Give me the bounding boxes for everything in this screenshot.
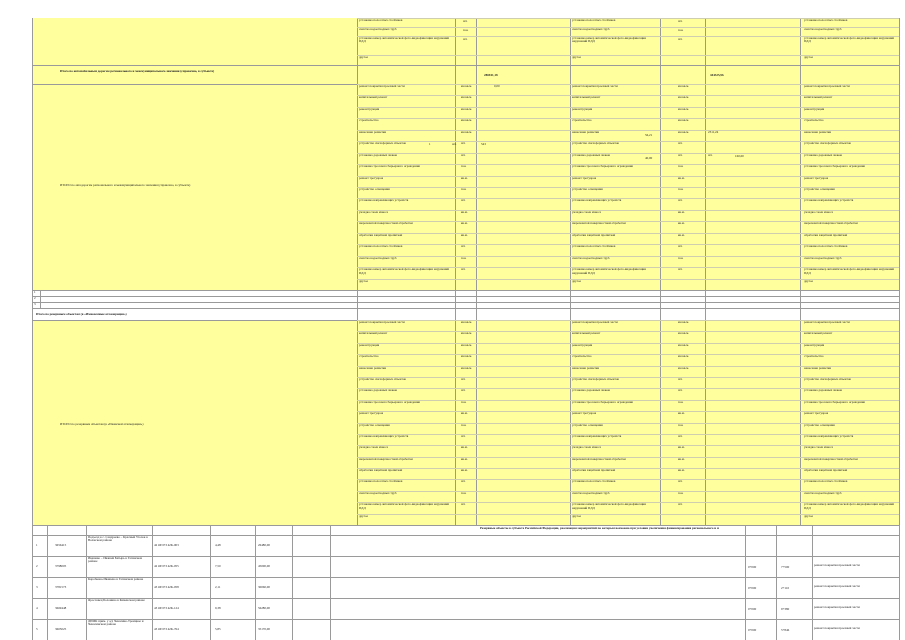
reserve-u2-unit: шт. [678, 434, 683, 438]
regional-u2-unit: кв.м. [678, 210, 685, 214]
object-km-end: 2+110 [781, 587, 790, 590]
regional-c3-label: устройство светофорных объектов [804, 142, 851, 146]
regional-c3-label: ремонт покрытия проезжей части [804, 85, 850, 88]
regional-u2-unit: шт. [678, 245, 683, 249]
regional-c1-label: установка камер автоматической фото-видеофиксации нарушений ПДД [359, 268, 449, 275]
reserve-u1-unit: п.м. [461, 400, 467, 404]
reserve-u2-unit: шт. [678, 480, 683, 484]
object-name: ДПМК прим. у а/д Чекалино-Троицкое и Чекалинском районе [88, 620, 144, 627]
object-km-end: 9+380 [781, 608, 790, 611]
reserve-c2-label: очистка водоотводных труб [572, 491, 610, 495]
reserve-u1-unit: км кв.м. [461, 366, 473, 370]
object-road-id: 42 ОП РЗ 42К-003 [154, 544, 179, 547]
top-c2-label: другое [572, 56, 582, 59]
object-area: 45000,00 [258, 565, 270, 568]
top-c3-label: очистка водоотводных труб [804, 28, 842, 31]
regional-c1-label: очистка водоотводных труб [359, 256, 397, 260]
object-km-start: 0+000 [748, 629, 757, 632]
blank-row-number: 2 [34, 297, 36, 300]
object-code: 3605025 [55, 628, 67, 631]
regional-u2-unit: кв.м. [678, 176, 685, 180]
regional-u1-unit: км кв.м. [461, 130, 473, 134]
regional-n2c-value: 160,00 [735, 154, 744, 158]
reserve-u1-unit: км кв.м. [461, 343, 473, 347]
regional-c2-label: другое [572, 279, 582, 283]
regional-c3-label: установка полосатых столбиков [804, 245, 848, 249]
object-number: 3 [36, 586, 38, 589]
object-col-divider [255, 525, 256, 640]
reserve-c2-label: другое [572, 514, 582, 518]
reserve-c1-label: шероховатой поверхностной обработки [359, 457, 413, 461]
blank-row-number: 1 [34, 291, 36, 294]
reserve-c2-label: строительство [572, 355, 592, 359]
reserve-u1-unit: км кв.м. [461, 355, 473, 359]
object-row-line [32, 535, 899, 536]
regional-c1-label: установка направляющих устройств [359, 199, 409, 203]
subtotal-reserve-label: Итого по резервным объектам (в «Имноземные агломерации») [36, 313, 127, 316]
reserve-u2-unit: кв.м. [678, 469, 685, 473]
reserve-c3-label: шероховатой поверхностной обработки [804, 457, 858, 461]
top-c3-label: установка полосатых столбиков [804, 19, 848, 22]
regional-u2-unit: п.м. [678, 256, 684, 260]
object-name: Ярославец Болонино в Каменском районе [88, 599, 145, 602]
regional-c2-label: реконструкция [572, 107, 593, 111]
reserve-c3-label: устройство светофорных объектов [804, 377, 851, 381]
reserve-c2-label: установка полосатых столбиков [572, 480, 616, 484]
reserve-u2-unit: кв.м. [678, 457, 685, 461]
reserve-c1-label: нанесение разметки [359, 366, 387, 370]
top-u2-unit: шт. [678, 38, 683, 41]
regional-u2-unit: шт. [678, 153, 683, 157]
regional-c3-label: нанесение разметки [804, 130, 832, 134]
object-row-line [32, 577, 899, 578]
regional-c3-label: капитальный ремонт [804, 96, 833, 100]
regional-c3-label: установка дорожных знаков [804, 153, 842, 157]
regional-u2-unit: кв.м. [678, 222, 685, 226]
highlight-subtotal-reg [32, 65, 899, 84]
regional-u1-unit: шт. [461, 153, 466, 157]
object-code: 3798005 [55, 565, 67, 568]
reserve-u1-unit: шт. [461, 434, 466, 438]
regional-c1-label: шероховатой поверхностной обработки [359, 222, 413, 226]
reserve-u1-unit: п.м. [461, 423, 467, 427]
regional-c2-label: устройство светофорных объектов [572, 142, 619, 146]
regional-c2-label: ремонт покрытия проезжей части [572, 85, 618, 88]
object-number: 5 [36, 628, 38, 631]
reserve-c2-label: ремонт тротуаров [572, 412, 597, 416]
object-col-divider [32, 525, 33, 640]
regional-c2-label: установка полосатых столбиков [572, 245, 616, 249]
object-col-divider [330, 525, 331, 640]
reserve-c1-label: установка полосатых столбиков [359, 480, 403, 484]
object-number: 2 [36, 565, 38, 568]
reserve-c3-label: ремонт покрытия проезжей части [804, 321, 850, 324]
reserve-u1-unit: шт. [461, 503, 466, 507]
top-c3-label: другое [804, 56, 814, 59]
regional-c1-label: устройство светофорных объектов [359, 142, 406, 146]
reserve-c3-label: капитальный ремонт [804, 332, 833, 336]
regional-c2-label: установка тросового/барьерного ограждения [572, 165, 633, 169]
object-row-line [32, 619, 899, 620]
blank-rows-bottom [32, 308, 899, 309]
highlight-top [32, 18, 899, 65]
object-col-divider [776, 525, 777, 640]
regional-n2b-value: 2311,24 [708, 130, 719, 134]
regional-c2-label: укладка слоев износа [572, 210, 602, 214]
regional-c2-label: шероховатой поверхностной обработки [572, 222, 626, 226]
reserve-c2-label: шероховатой поверхностной обработки [572, 457, 626, 461]
reserve-c3-label: установка тросового/барьерного ограждения [804, 400, 865, 404]
regional-u1-unit: км кв.м. [461, 85, 473, 88]
regional-u2-unit: п.м. [678, 188, 684, 191]
reserve-c1-label: устройство освещения [359, 423, 390, 427]
reserve-c1-label: очистка водоотводных труб [359, 491, 397, 495]
reserve-u2-unit: км кв.м. [678, 343, 690, 347]
regional-c2-label: установка камер автоматической фото-видеофиксации нарушений ПДД [572, 268, 646, 275]
reserve-bottom [32, 525, 899, 526]
blank-row-line [32, 302, 899, 303]
blank-row-number: 3 [34, 303, 36, 306]
regional-c3-label: обработки защитной пропиткой [804, 233, 848, 237]
regional-c1-label: установка дорожных знаков [359, 153, 397, 157]
reserve-u2-unit: п.м. [678, 491, 684, 495]
object-length: 5,85 [215, 628, 221, 631]
object-road-id: 43 ОП РЗ 42К-058 [154, 586, 179, 589]
top-u2-unit: п.м. [678, 29, 684, 32]
object-km-end: 7+500 [781, 566, 790, 569]
regional-u1-unit: шт. [461, 142, 466, 146]
object-road-id: 42 ОП РЗ 42К-055 [154, 565, 179, 568]
subtotal-reg-label: Итого по автомобильным дорогам регионального и межмуниципального значения (справочно, в субъекте) [60, 70, 215, 73]
reserve-c3-label: укладка слоев износа [804, 446, 834, 450]
regional-u1-unit: кв.м. [461, 176, 468, 180]
regional-c3-label: шероховатой поверхностной обработки [804, 222, 858, 226]
regional-c3-label: установка направляющих устройств [804, 199, 854, 203]
object-code: 3669448 [55, 607, 67, 610]
object-col-divider [812, 525, 813, 640]
reserve-u2-unit: п.м. [678, 400, 684, 404]
reserve-c1-label: ремонт покрытия проезжей части [359, 321, 405, 324]
reserve-c1-label: установка камер автоматической фото-видеофиксации нарушений ПДД [359, 503, 449, 510]
reserve-c2-label: установка тросового/барьерного ограждения [572, 400, 633, 404]
object-work-type: ремонт покрытия проезжей части [814, 606, 860, 609]
regional-u1-unit: кв.м. [461, 210, 468, 214]
regional-c2-label: капитальный ремонт [572, 96, 601, 100]
reserve-u1-unit: кв.м. [461, 446, 468, 450]
reserve-c2-label: укладка слоев износа [572, 446, 602, 450]
regional-c3-label: устройство освещения [804, 188, 835, 191]
object-road-id: 43 ОП РЗ 42К-764 [154, 628, 179, 631]
regional-u1-unit: шт. [461, 199, 466, 203]
reserve-c2-label: обработки защитной пропиткой [572, 469, 616, 473]
regional-c2-label: установка направляющих устройств [572, 199, 622, 203]
regional-u2-unit: км кв.м. [678, 96, 690, 100]
reserve-u1-unit: кв.м. [461, 412, 468, 416]
object-col-divider [899, 525, 900, 640]
regional-c1-label: обработки защитной пропиткой [359, 233, 403, 237]
reserve-u1-unit: км кв.м. [461, 332, 473, 336]
regional-c3-label: установка камер автоматической фото-видеофиксации нарушений ПДД [804, 268, 894, 275]
regional-c1-label: ремонт покрытия проезжей части [359, 85, 405, 88]
subtotal-reg-value-1: 286941,18 [484, 74, 498, 77]
reserve-c3-label: строительство [804, 355, 824, 359]
reserve-c1-label: реконструкция [359, 343, 380, 347]
reserve-c1-label: установка дорожных знаков [359, 389, 397, 393]
reserve-c2-label: установка камер автоматической фото-видеофиксации нарушений ПДД [572, 503, 646, 510]
reserve-u2-unit: шт. [678, 389, 683, 393]
object-code: 3781573 [55, 586, 67, 589]
reserve-c1-label: капитальный ремонт [359, 332, 388, 336]
regional-u1-unit: кв.м. [461, 233, 468, 237]
regional-u1-unit: п.м. [461, 188, 467, 191]
reserve-u1-unit: шт. [461, 480, 466, 484]
object-col-divider [86, 525, 87, 640]
reserve-u1-unit: шт. [461, 377, 466, 381]
regional-u2-unit: шт. [678, 199, 683, 203]
reserve-u2-unit: кв.м. [678, 446, 685, 450]
regional-label: ИТОГО по автодорогам регионального и межмуниципального значения (справочно, в субъекте) [60, 184, 191, 187]
reserve-c2-label: ремонт покрытия проезжей части [572, 321, 618, 324]
top-c1-label: очистка водоотводных труб [359, 28, 397, 31]
object-col-divider [47, 525, 48, 640]
object-km-start: 0+000 [748, 608, 757, 611]
regional-n1c-value: 543 [481, 143, 486, 147]
top-u2-unit: шт. [678, 20, 683, 23]
regional-c2-label: очистка водоотводных труб [572, 256, 610, 260]
regional-n1a-value: 1 [429, 143, 431, 147]
reserve-c1-label: устройство светофорных объектов [359, 377, 406, 381]
regional-u1-unit: кв.м. [461, 222, 468, 226]
top-u1-unit: шт. [463, 38, 468, 41]
reserve-c3-label: установка камер автоматической фото-видеофиксации нарушений ПДД [804, 503, 894, 510]
object-area: 30060,00 [258, 586, 270, 589]
regional-n2a-value: 40,00 [645, 156, 653, 160]
regional-c3-label: ремонт тротуаров [804, 176, 829, 180]
regional-c3-label: реконструкция [804, 107, 825, 111]
object-length: 4,48 [215, 544, 221, 547]
reserve-u1-unit: п.м. [461, 491, 467, 495]
regional-u1-unit: км кв.м. [461, 119, 473, 123]
reserve-c2-label: реконструкция [572, 343, 593, 347]
regional-c3-label: установка тросового/барьерного ограждения [804, 165, 865, 169]
object-name: Коробково-Ивашево в Гагинском районе [88, 578, 144, 581]
reserve-u2-unit: км кв.м. [678, 332, 690, 336]
reserve-u1-unit: км кв.м. [461, 321, 473, 324]
regional-n2b-value: шт. [708, 153, 713, 157]
reserve-c3-label: устройство освещения [804, 423, 835, 427]
subtotal-reg-top [32, 65, 899, 66]
object-work-type: ремонт покрытия проезжей части [814, 564, 860, 567]
reserve-u2-unit: км кв.м. [678, 321, 690, 324]
reserve-c2-label: установка дорожных знаков [572, 389, 610, 393]
reserve-u2-unit: км кв.м. [678, 366, 690, 370]
reserve-c1-label: укладка слоев износа [359, 446, 389, 450]
reserve-c3-label: ремонт тротуаров [804, 412, 829, 416]
regional-u1-unit: шт. [461, 245, 466, 249]
reserve-u2-unit: шт. [678, 503, 683, 507]
top-c2-label: очистка водоотводных труб [572, 28, 610, 31]
reserve-u1-unit: шт. [461, 389, 466, 393]
regional-c2-label: обработки защитной пропиткой [572, 233, 616, 237]
top-c1-label: другое [359, 56, 369, 59]
object-area: 56280,00 [258, 607, 270, 610]
regional-c1-label: укладка слоев износа [359, 210, 389, 214]
object-area: 26480,00 [258, 544, 270, 547]
object-length: 7,50 [215, 565, 221, 568]
reserve-c2-label: установка направляющих устройств [572, 434, 622, 438]
object-col-divider [292, 525, 293, 640]
reserve-c2-label: нанесение разметки [572, 366, 600, 370]
regional-c1-label: реконструкция [359, 107, 380, 111]
object-length: 9,38 [215, 607, 221, 610]
reserve-c3-label: установка полосатых столбиков [804, 480, 848, 484]
object-col-divider [152, 525, 153, 640]
object-area: 35170,00 [258, 628, 270, 631]
regional-c2-label: ремонт тротуаров [572, 176, 597, 180]
reserve-u2-unit: кв.м. [678, 412, 685, 416]
regional-c1-label: другое [359, 279, 369, 283]
regional-u1-unit: п.м. [461, 256, 467, 260]
reserve-c1-label: ремонт тротуаров [359, 412, 384, 416]
reserve-c3-label: другое [804, 514, 814, 518]
reserve-c1-label: обработки защитной пропиткой [359, 469, 403, 473]
reserve-u2-unit: км кв.м. [678, 355, 690, 359]
top-u1-unit: п.м. [463, 29, 469, 32]
reserve-c3-label: нанесение разметки [804, 366, 832, 370]
reserve-c1-label: установка тросового/барьерного ограждения [359, 400, 420, 404]
object-row-line [32, 556, 899, 557]
regional-c2-label: строительство [572, 119, 592, 123]
object-number: 1 [36, 544, 38, 547]
blank-row-line [32, 296, 899, 297]
regional-u1-unit: п.м. [461, 165, 467, 169]
object-km-start: 0+000 [748, 566, 757, 569]
regional-c3-label: другое [804, 279, 814, 283]
object-work-type: ремонт покрытия проезжей части [814, 585, 860, 588]
object-name: Ивашево – Ивашей Батырь в Гагинском районе [88, 557, 142, 564]
regional-c2-label: нанесение разметки [572, 130, 600, 134]
object-col-divider [745, 525, 746, 640]
regional-u2-unit: кв.м. [678, 233, 685, 237]
regional-c1-label: ремонт тротуаров [359, 176, 384, 180]
object-work-type: ремонт покрытия проезжей части [814, 627, 860, 630]
regional-c3-label: очистка водоотводных труб [804, 256, 842, 260]
reserve-u2-unit: шт. [678, 377, 683, 381]
regional-c1-label: нанесение разметки [359, 130, 387, 134]
blank-row-line [32, 290, 899, 291]
reserve-u1-unit: кв.м. [461, 469, 468, 473]
reserve-u2-unit: п.м. [678, 423, 684, 427]
object-code: 3656415 [55, 544, 67, 547]
regional-c1-label: капитальный ремонт [359, 96, 388, 100]
regional-c2-label: устройство освещения [572, 188, 603, 191]
subtotal-reg-value-2: 444325,96 [710, 74, 724, 77]
reserve-c3-label: обработки защитной пропиткой [804, 469, 848, 473]
object-km-end: 5+846 [781, 629, 790, 632]
regional-n1b-value: шт. [452, 143, 457, 147]
object-number: 4 [36, 607, 38, 610]
reserve-c3-label: реконструкция [804, 343, 825, 347]
reserve-c2-label: устройство освещения [572, 423, 603, 427]
regional-u1-unit: шт. [461, 268, 466, 272]
top-c1-label: установка камер автоматической фото-видеофиксации нарушений ПДД [359, 37, 449, 44]
reserve-label: ИТОГО по резервным объектам (в «Ижевской агломерации») [60, 423, 144, 426]
reserve-c1-label: строительство [359, 355, 379, 359]
top-u1-unit: шт. [463, 20, 468, 23]
top-c1-label: установка полосатых столбиков [359, 19, 403, 22]
reserve-c1-label: другое [359, 514, 369, 518]
regional-c1-label: установка тросового/барьерного ограждения [359, 165, 420, 169]
regional-c2-label: установка дорожных знаков [572, 153, 610, 157]
regional-n1-value: 0,00 [494, 85, 500, 88]
object-road-id: 43 ОП РЗ 42К-124 [154, 607, 179, 610]
reserve-u1-unit: кв.м. [461, 457, 468, 461]
object-row-line [32, 598, 899, 599]
regional-c3-label: строительство [804, 119, 824, 123]
blank-row-divider [40, 290, 41, 308]
object-length: 2,11 [215, 586, 221, 589]
reserve-c2-label: устройство светофорных объектов [572, 377, 619, 381]
regional-c1-label: установка полосатых столбиков [359, 245, 403, 249]
regional-c1-label: устройство освещения [359, 188, 390, 191]
top-c3-label: установка камер автоматической фото-видеофиксации нарушений ПДД [804, 37, 894, 44]
reserve-c3-label: установка дорожных знаков [804, 389, 842, 393]
reserve-c3-label: очистка водоотводных труб [804, 491, 842, 495]
regional-u2-unit: км кв.м. [678, 119, 690, 123]
regional-u1-unit: км кв.м. [461, 96, 473, 100]
reserve-c2-label: капитальный ремонт [572, 332, 601, 336]
regional-u2-unit: шт. [678, 142, 683, 146]
top-c2-label: установка камер автоматической фото-видеофиксации нарушений ПДД [572, 37, 646, 44]
regional-n2a-value: 56,21 [645, 133, 653, 137]
reserve-c3-label: установка направляющих устройств [804, 434, 854, 438]
bottom-banner: Резервные объекты в субъекте Российской Федерации, реализация мероприятий по которым возможна при условии увеличения финансирования регионального и м [480, 527, 720, 530]
regional-u1-unit: км кв.м. [461, 107, 473, 111]
regional-c1-label: строительство [359, 119, 379, 123]
regional-u2-unit: км кв.м. [678, 130, 690, 134]
object-col-divider [210, 525, 211, 640]
regional-u2-unit: км кв.м. [678, 85, 690, 88]
regional-u2-unit: км кв.м. [678, 107, 690, 111]
regional-u2-unit: шт. [678, 268, 683, 272]
top-c2-label: установка полосатых столбиков [572, 19, 616, 22]
regional-c3-label: укладка слоев износа [804, 210, 834, 214]
object-name: Подъезд к с. Сандреево – Красный Уголок в Волжском районе [88, 536, 148, 543]
object-km-start: 0+000 [748, 587, 757, 590]
regional-u2-unit: п.м. [678, 165, 684, 169]
reserve-c1-label: установка направляющих устройств [359, 434, 409, 438]
